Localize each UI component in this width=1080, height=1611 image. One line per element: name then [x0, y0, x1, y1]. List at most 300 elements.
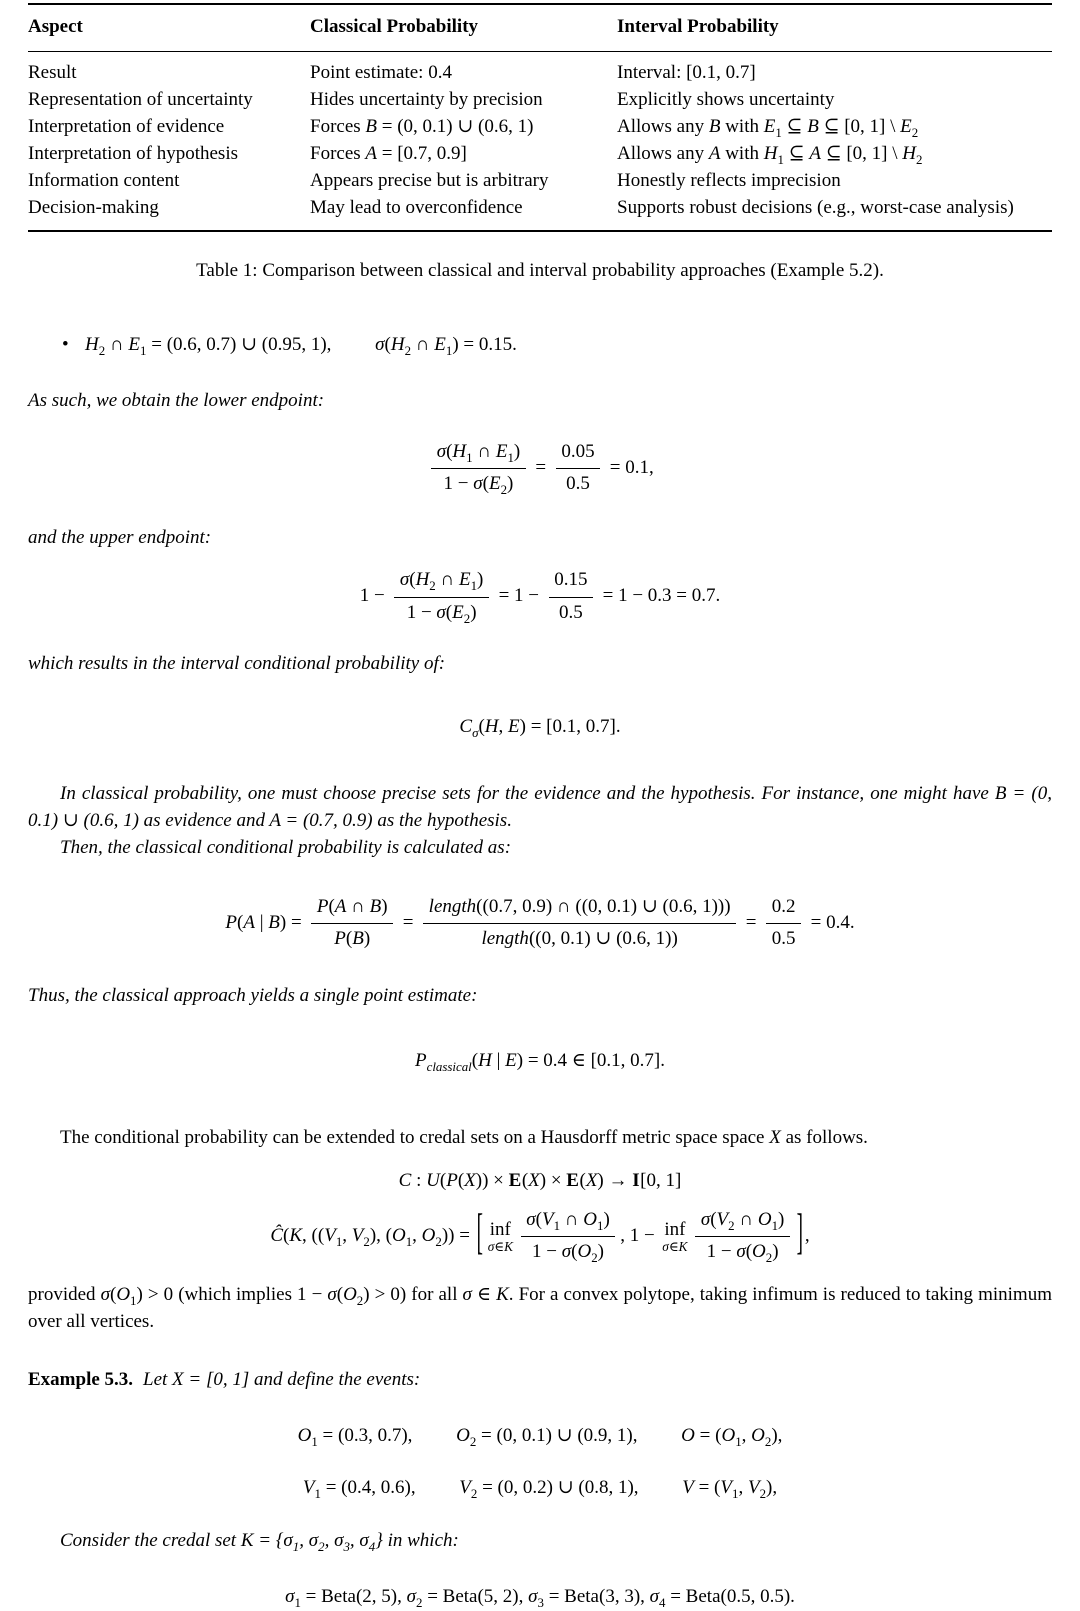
- table-header-interval: Interval Probability: [617, 16, 779, 37]
- math-token: [431, 439, 526, 469]
- math-token: (: [336, 1284, 344, 1306]
- math-token: V: [459, 1477, 471, 1499]
- math-token: O: [752, 1241, 766, 1263]
- table-cell-classical: [310, 140, 617, 167]
- math-token: V: [541, 1208, 554, 1230]
- math-token: [556, 469, 601, 498]
- table-body: [28, 52, 1052, 230]
- math-token: 1 −: [443, 473, 474, 495]
- table-header-aspect: Aspect: [28, 16, 83, 37]
- math-token: ), (: [369, 1225, 392, 1247]
- math-subscript: 1: [294, 1595, 301, 1611]
- math-token: =: [398, 911, 419, 933]
- table-cell-interval: [617, 86, 1052, 113]
- math-subscript: 2: [469, 1434, 477, 1450]
- math-subscript: 2: [318, 1539, 325, 1555]
- math-token: σ∈K: [662, 1239, 688, 1255]
- math-subscript: 2: [911, 124, 919, 140]
- math-token: [394, 598, 489, 627]
- math-token: σ∈K: [487, 1239, 513, 1255]
- table-cell-classical: [310, 194, 617, 221]
- math-token: A: [809, 142, 821, 164]
- math-subscript: 2: [765, 1250, 773, 1266]
- provided-paragraph: [28, 1282, 1052, 1336]
- math-token: 0.05: [561, 440, 595, 462]
- math-token: Allows any: [617, 115, 709, 137]
- math-token: [556, 439, 601, 498]
- math-token: Supports robust decisions (e.g., worst-case analysis): [617, 196, 1014, 218]
- bullet-item: [28, 332, 1052, 359]
- math-subscript: 1: [735, 1434, 742, 1450]
- table-row: [28, 86, 1052, 113]
- math-token: (: [571, 1241, 578, 1263]
- math-subscript: 1: [553, 1217, 561, 1233]
- math-token: , σ: [324, 1530, 344, 1552]
- math-token: (: [283, 1225, 290, 1247]
- math-token: A: [708, 142, 721, 164]
- math-token: ) = [0.1, 0.7].: [519, 715, 621, 737]
- math-token: (: [482, 473, 489, 495]
- math-token: (: [445, 601, 453, 623]
- math-token: [311, 894, 393, 953]
- math-token: (: [328, 895, 335, 917]
- math-token: Forces: [310, 142, 366, 164]
- math-subscript: 1: [335, 1233, 343, 1249]
- math-token: ∩: [734, 1208, 758, 1230]
- math-token: Ĉ: [270, 1225, 284, 1247]
- math-token: σ: [375, 333, 385, 355]
- math-token: H: [902, 142, 917, 164]
- math-token: = (: [693, 1477, 721, 1499]
- math-token: 0.5: [558, 601, 583, 623]
- math-token: ): [470, 601, 477, 623]
- example-text: Let X = [0, 1] and define the events:: [143, 1369, 421, 1391]
- math-token: V: [747, 1477, 760, 1499]
- math-token: σ: [406, 1586, 416, 1608]
- math-subscript: 4: [368, 1539, 376, 1555]
- math-token: O: [116, 1284, 131, 1306]
- math-token: ): [513, 440, 521, 462]
- math-token: } in which:: [375, 1530, 459, 1552]
- math-token: [695, 1207, 790, 1266]
- math-token: K: [496, 1284, 509, 1306]
- math-token: (: [446, 440, 453, 462]
- math-subscript: σ: [472, 724, 479, 740]
- math-token: E: [900, 115, 912, 137]
- math-token: [0, 1]: [640, 1170, 682, 1191]
- math-token: ∩: [435, 569, 459, 591]
- math-token: [766, 924, 801, 953]
- math-token: , σ: [299, 1530, 319, 1552]
- math-token: E: [488, 473, 501, 495]
- math-token: σ: [285, 1586, 295, 1608]
- math-token: H: [415, 569, 430, 591]
- math-token: ⊆ [0, 1] \: [820, 142, 903, 164]
- math-token: σ: [736, 1241, 746, 1263]
- math-token: O: [456, 1425, 470, 1447]
- math-subscript: 1: [732, 1486, 739, 1502]
- math-token: O: [297, 1425, 312, 1447]
- math-token: ),: [766, 1477, 778, 1499]
- math-token: length: [481, 928, 529, 950]
- math-token: [394, 567, 489, 597]
- math-token: 0.5: [771, 928, 796, 950]
- math-token: σ: [700, 1208, 711, 1230]
- math-token: (: [237, 911, 244, 933]
- math-token: K: [289, 1225, 303, 1247]
- math-token: ]: [796, 1206, 803, 1262]
- table-cell-interval: [617, 140, 1052, 167]
- equation-lower-endpoint: [28, 439, 1052, 498]
- math-token: E: [458, 569, 471, 591]
- classical-paragraph: In classical probability, one must choose precise sets for the evidence and the hypothesis. For instance, one might have B = (0, 0.1) ∪ (0.6, 1) as evidence and A = (0.7, 0.9) as the hypothesis.: [28, 782, 1052, 831]
- math-token: σ: [436, 440, 447, 462]
- math-token: X: [769, 1127, 781, 1149]
- math-token: [311, 894, 393, 924]
- math-token: E: [495, 440, 508, 462]
- table-cell-aspect: [28, 194, 310, 221]
- math-token: (: [439, 1170, 447, 1191]
- math-subscript: 1: [311, 1434, 318, 1450]
- math-token: length: [428, 895, 477, 917]
- math-token: 0.5: [566, 473, 590, 495]
- math-token: P: [225, 911, 238, 933]
- math-token: V: [351, 1225, 364, 1247]
- math-token: [423, 894, 736, 953]
- math-token: E: [508, 715, 520, 737]
- table-row: [28, 113, 1052, 140]
- math-token: inf: [664, 1219, 686, 1241]
- table-cell-aspect: [28, 59, 310, 86]
- math-token: ) = 0.15.: [452, 333, 517, 355]
- math-token: [423, 924, 736, 953]
- table-cell-interval: [617, 167, 1052, 194]
- math-token: = 1 − 0.3 = 0.7.: [597, 585, 721, 607]
- table-cell-classical: [310, 86, 617, 113]
- credal-paragraph: [28, 1125, 1052, 1152]
- math-token: (: [409, 569, 416, 591]
- math-token: with: [720, 142, 764, 164]
- table-cell-classical: [310, 59, 617, 86]
- math-token: = (0, 0.1) ∪ (0.6, 1): [377, 115, 534, 137]
- math-token: (: [345, 928, 353, 950]
- table-cell-aspect: [28, 86, 310, 113]
- math-token: ): [597, 1241, 604, 1263]
- math-token: Consider the credal set K: [60, 1530, 254, 1552]
- math-token: ) =: [279, 911, 307, 933]
- math-token: [556, 439, 601, 469]
- math-subscript: 3: [343, 1539, 350, 1555]
- math-token: O: [757, 1208, 772, 1230]
- math-token: O: [391, 1225, 406, 1247]
- math-token: [766, 894, 801, 924]
- math-token: [431, 439, 526, 498]
- math-token: B: [268, 911, 280, 933]
- table-caption: Table 1: Comparison between classical and interval probability approaches (Example 5.2).: [196, 259, 884, 281]
- math-token: =: [530, 456, 551, 478]
- math-token: I: [632, 1170, 641, 1191]
- math-token: , σ: [349, 1530, 369, 1552]
- math-token: = Beta(5, 2),: [422, 1586, 529, 1608]
- math-subscript: 2: [463, 610, 471, 626]
- math-token: ,: [412, 1225, 422, 1247]
- math-token: X: [528, 1170, 540, 1191]
- math-token: σ: [436, 601, 446, 623]
- math-token: = (0, 0.2) ∪ (0.8, 1),: [477, 1477, 639, 1499]
- equation-credal-map: [28, 1168, 1052, 1195]
- math-token: O: [681, 1425, 695, 1447]
- upper-endpoint-line: and the upper endpoint:: [28, 527, 212, 549]
- math-token: 1 −: [406, 601, 437, 623]
- math-token: ⊆: [783, 142, 810, 164]
- math-subscript: 2: [429, 578, 436, 594]
- math-token: σ: [528, 1586, 538, 1608]
- math-token: . For a convex polytope, taking infimum is reduced to taking minimum over all vertices.: [28, 1284, 1052, 1333]
- math-subscript: 1: [466, 449, 473, 465]
- table-row: [28, 194, 1052, 221]
- math-subscript: 1: [140, 342, 147, 358]
- table-cell-classical: [310, 113, 617, 140]
- table-cell-aspect: [28, 140, 310, 167]
- math-token: =: [741, 911, 762, 933]
- math-subscript: 2: [591, 1250, 598, 1266]
- math-token: ((0, 0.1) ∪ (0.6, 1)): [528, 928, 678, 950]
- math-token: σ: [100, 1284, 110, 1306]
- math-token: ,: [804, 1225, 810, 1247]
- example-heading: [28, 1367, 1052, 1394]
- math-token: σ: [649, 1586, 660, 1608]
- comparison-table: [28, 3, 1052, 232]
- table-header-row: [28, 5, 1052, 52]
- math-token: = (0.6, 0.7) ∪ (0.95, 1),: [146, 333, 332, 355]
- math-token: U: [426, 1170, 440, 1191]
- math-token: O: [721, 1425, 736, 1447]
- math-token: Forces: [310, 115, 366, 137]
- math-token: H: [484, 715, 499, 737]
- math-token: ∩: [472, 440, 496, 462]
- math-token: (: [109, 1284, 117, 1306]
- math-subscript: 1: [470, 578, 478, 594]
- math-token: [521, 1207, 616, 1266]
- equation-conditional-probability: [28, 894, 1052, 953]
- as-such-line: As such, we obtain the lower endpoint:: [28, 389, 325, 411]
- math-token: Interval: [0.1, 0.7]: [617, 61, 756, 83]
- math-token: B: [708, 115, 721, 137]
- math-subscript: 1: [130, 1293, 137, 1309]
- math-token: [549, 567, 594, 597]
- math-token: |: [254, 911, 269, 933]
- math-token: [431, 469, 526, 498]
- math-token: Information content: [28, 169, 180, 191]
- math-token: X: [585, 1170, 598, 1191]
- math-token: 0.15: [554, 569, 588, 591]
- math-token: provided: [28, 1284, 101, 1306]
- math-token: = 0.4.: [805, 911, 855, 933]
- math-token: (: [471, 1050, 479, 1072]
- table-row: [28, 140, 1052, 167]
- math-token: P: [414, 1050, 427, 1072]
- math-token: [521, 1237, 616, 1266]
- math-token: , ((: [302, 1225, 325, 1247]
- math-token: σ: [399, 569, 410, 591]
- math-subscript: 2: [728, 1217, 735, 1233]
- math-token: A: [365, 142, 378, 164]
- equation-events-V: [28, 1475, 1052, 1502]
- math-token: P: [316, 895, 329, 917]
- math-token: )) =: [441, 1225, 475, 1247]
- math-token: C: [459, 715, 473, 737]
- math-subscript: 2: [764, 1434, 772, 1450]
- math-token: 0.2: [771, 895, 796, 917]
- table-row: [28, 59, 1052, 86]
- math-token: Interpretation of evidence: [28, 115, 225, 137]
- equation-events-O: [28, 1423, 1052, 1450]
- math-token: |: [491, 1050, 506, 1072]
- math-token: B: [352, 928, 364, 950]
- math-token: Decision-making: [28, 196, 159, 218]
- math-subscript: 2: [356, 1293, 364, 1309]
- math-token: ): [778, 1208, 785, 1230]
- table-cell-interval: [617, 194, 1052, 221]
- math-token: V: [302, 1477, 315, 1499]
- math-token: Representation of uncertainty: [28, 88, 253, 110]
- math-token: O: [577, 1241, 592, 1263]
- math-token: ∈: [471, 1284, 497, 1306]
- math-token: Appears precise but is arbitrary: [310, 169, 549, 191]
- math-token: ⊆ [0, 1] \: [818, 115, 901, 137]
- equation-beta-distributions: [28, 1584, 1052, 1611]
- math-token: ) →: [597, 1170, 633, 1191]
- math-token: [662, 1220, 687, 1253]
- math-token: Allows any: [617, 142, 709, 164]
- math-token: (: [521, 1170, 529, 1191]
- math-subscript: 1: [405, 1233, 413, 1249]
- math-token: [: [476, 1206, 483, 1262]
- which-results-line: which results in the interval conditional probability of:: [28, 652, 446, 674]
- math-token: H: [478, 1050, 492, 1072]
- math-subscript: 1: [314, 1486, 321, 1502]
- math-token: = 1 −: [493, 585, 544, 607]
- math-token: V: [682, 1477, 694, 1499]
- table-cell-interval: [617, 113, 1052, 140]
- math-token: (: [478, 715, 485, 737]
- math-subscript: 1: [292, 1539, 300, 1555]
- math-token: = Beta(2, 5),: [300, 1586, 407, 1608]
- math-token: 1 −: [532, 1241, 562, 1263]
- math-token: O: [751, 1425, 765, 1447]
- math-subscript: 2: [500, 482, 508, 498]
- math-token: = Beta(0.5, 0.5).: [665, 1586, 795, 1608]
- math-token: ∩: [411, 333, 435, 355]
- math-token: A: [334, 895, 347, 917]
- paper-page: [0, 3, 1080, 1611]
- math-token: May lead to overconfidence: [310, 196, 523, 218]
- bullet-math: [85, 333, 517, 358]
- math-token: P: [334, 928, 346, 950]
- table-header-classical: Classical Probability: [310, 16, 479, 37]
- math-token: ),: [771, 1425, 783, 1447]
- math-token: A: [243, 911, 255, 933]
- math-subscript: 2: [435, 1233, 442, 1249]
- equation-upper-endpoint: [28, 567, 1052, 626]
- math-token: (: [457, 1170, 465, 1191]
- math-token: 1 −: [706, 1241, 737, 1263]
- math-token: Interpretation of hypothesis: [28, 142, 239, 164]
- math-token: (: [745, 1241, 753, 1263]
- math-subscript: 1: [507, 449, 514, 465]
- math-token: = 0.1,: [605, 456, 654, 478]
- math-subscript: 2: [404, 342, 412, 358]
- math-token: E: [434, 333, 446, 355]
- math-token: ): [477, 569, 484, 591]
- math-token: ) > 0) for all: [363, 1284, 463, 1306]
- math-token: E: [452, 601, 464, 623]
- math-token: = Beta(3, 3),: [543, 1586, 650, 1608]
- math-token: σ: [473, 473, 483, 495]
- math-token: 1 −: [359, 585, 390, 607]
- math-subscript: 1: [596, 1217, 604, 1233]
- math-token: H: [452, 440, 467, 462]
- math-token: [695, 1237, 790, 1266]
- math-token: E: [508, 1170, 522, 1191]
- math-token: , 1 −: [620, 1225, 660, 1247]
- math-token: B: [365, 115, 378, 137]
- math-token: O: [583, 1208, 597, 1230]
- equation-interval-probability: [28, 714, 1052, 741]
- math-subscript: 2: [916, 151, 923, 167]
- math-token: E: [128, 333, 141, 355]
- math-token: [311, 924, 393, 953]
- math-token: ): [507, 473, 514, 495]
- math-subscript: 2: [470, 1486, 478, 1502]
- math-token: ): [603, 1208, 610, 1230]
- equation-point-estimate: [28, 1048, 1052, 1075]
- math-token: (: [384, 333, 391, 355]
- math-token: = (0.4, 0.6),: [320, 1477, 416, 1499]
- math-token: E: [566, 1170, 580, 1191]
- math-token: σ: [561, 1241, 572, 1263]
- math-token: B: [807, 115, 819, 137]
- math-subscript: classical: [426, 1058, 472, 1074]
- math-token: = (0.3, 0.7),: [317, 1425, 413, 1447]
- math-subscript: 2: [98, 342, 106, 358]
- math-token: ) > 0 (which implies 1 −: [136, 1284, 328, 1306]
- math-token: ): [363, 928, 371, 950]
- math-token: Explicitly shows uncertainty: [617, 88, 835, 110]
- math-subscript: 1: [771, 1217, 779, 1233]
- math-token: X: [464, 1170, 476, 1191]
- math-token: ,: [498, 715, 509, 737]
- math-subscript: 1: [445, 342, 453, 358]
- thus-line: Thus, the classical approach yields a single point estimate:: [28, 985, 478, 1007]
- math-token: (: [535, 1208, 542, 1230]
- math-token: Honestly reflects imprecision: [617, 169, 841, 191]
- math-token: = (: [694, 1425, 722, 1447]
- consider-line: [28, 1528, 1052, 1555]
- math-token: = {σ: [253, 1530, 293, 1552]
- math-token: H: [763, 142, 778, 164]
- math-token: [521, 1207, 616, 1237]
- math-token: P: [446, 1170, 458, 1191]
- math-token: E: [505, 1050, 517, 1072]
- math-token: ): [772, 1241, 779, 1263]
- bullet-icon: •: [62, 333, 69, 355]
- math-token: with: [720, 115, 764, 137]
- math-subscript: 1: [775, 124, 782, 140]
- math-token: V: [324, 1225, 336, 1247]
- math-token: σ: [327, 1284, 337, 1306]
- math-subscript: 3: [537, 1595, 544, 1611]
